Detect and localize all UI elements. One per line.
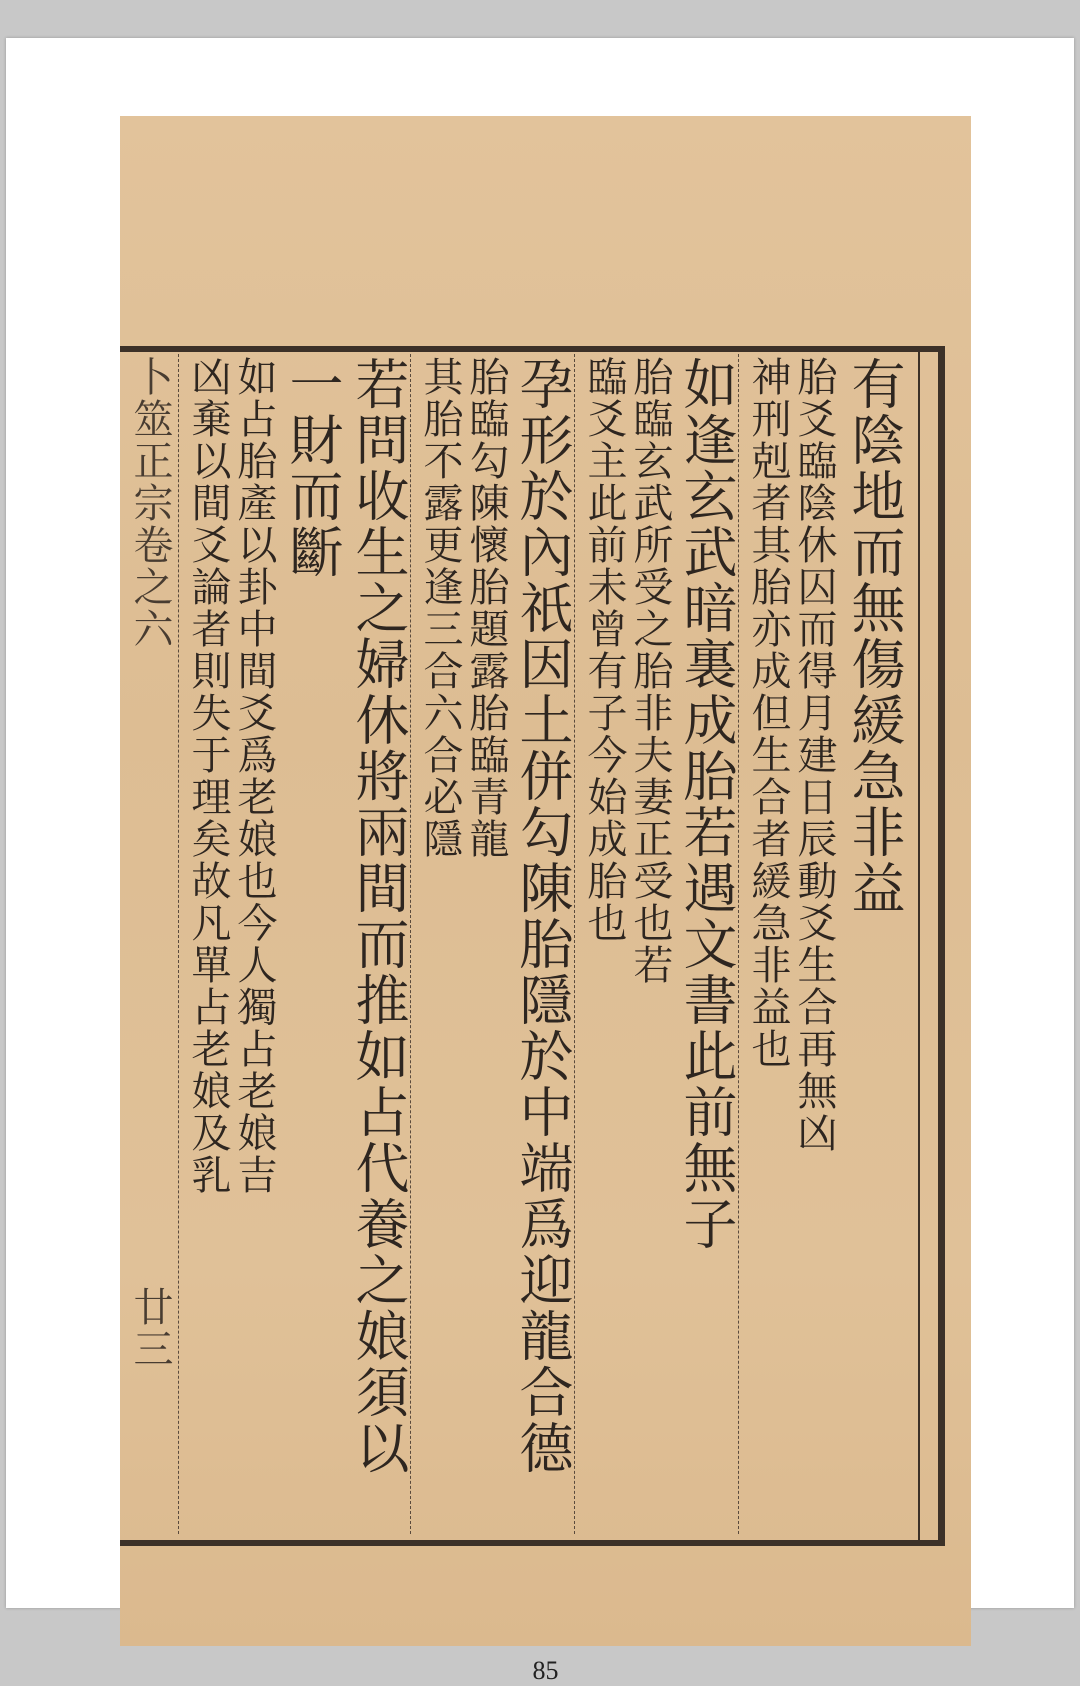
text-column-9a: 如占胎產以卦中間爻爲老娘也今人獨占老娘吉 <box>231 356 277 1196</box>
text-column-8: 一財而斷 <box>281 356 344 580</box>
text-column-1: 有陰地而無傷緩急非益 <box>843 356 906 916</box>
text-column-2b: 神刑剋者其胎亦成但生合者緩急非益也 <box>745 356 791 1070</box>
text-column-9b: 凶棄以間爻論者則失于理矣故凡單占老娘及乳 <box>185 356 231 1196</box>
text-column-3: 如逢玄武暗裏成胎若遇文書此前無子 <box>675 356 738 1252</box>
page-number: 85 <box>532 1656 559 1685</box>
viewer-page <box>6 38 1074 1685</box>
scanned-book-page <box>120 116 971 1685</box>
text-column-5: 孕形於內祇因土併勾陳胎隱於中端爲迎龍合德 <box>511 356 574 1476</box>
margin-title: 卜筮正宗卷之六 <box>127 356 173 650</box>
folio-number: 廿三 <box>127 1286 173 1370</box>
inner-frame-rule <box>918 352 920 1540</box>
column-divider <box>178 354 179 1534</box>
text-column-4a: 胎臨玄武所受之胎非夫妻正受也若 <box>627 356 673 986</box>
text-column-6a: 胎臨勾陳懷胎題露胎臨青龍 <box>463 356 509 860</box>
column-divider <box>574 354 575 1534</box>
column-divider <box>410 354 411 1534</box>
text-column-7: 若問收生之婦休將兩間而推如占代養之娘須以 <box>347 356 410 1476</box>
column-divider <box>738 354 739 1534</box>
text-column-4b: 臨爻主此前未曾有子今始成胎也 <box>581 356 627 944</box>
text-column-2a: 胎爻臨陰休囚而得月建日辰動爻生合再無凶 <box>791 356 837 1154</box>
text-column-6b: 其胎不露更逢三合六合必隱 <box>417 356 463 860</box>
